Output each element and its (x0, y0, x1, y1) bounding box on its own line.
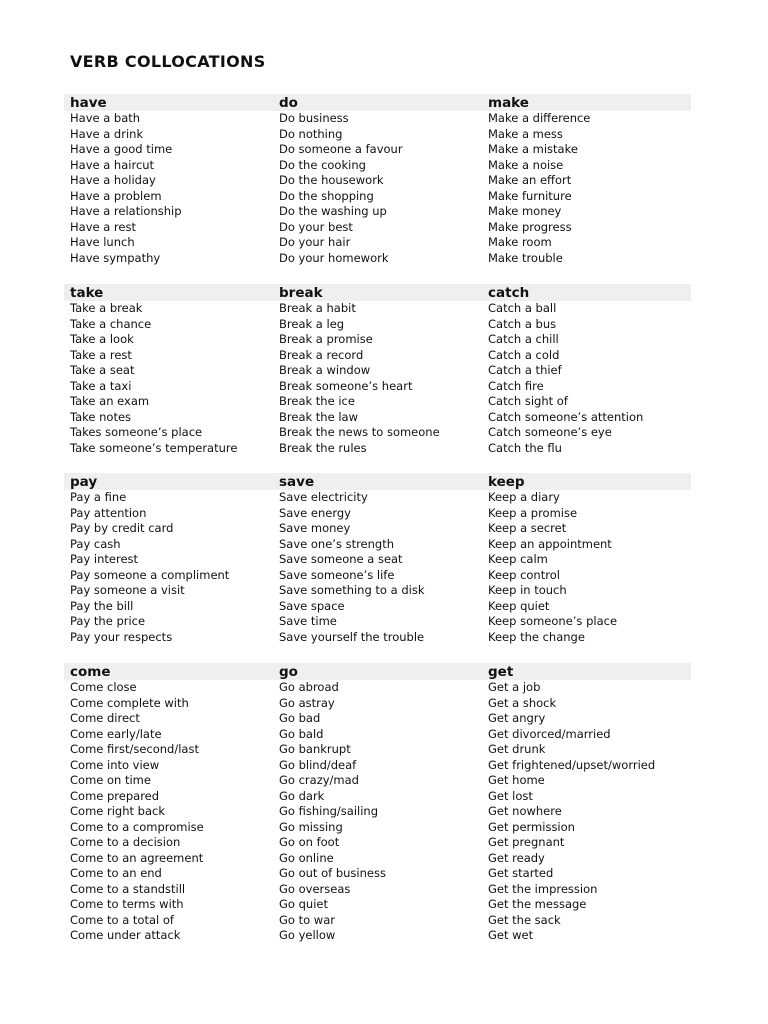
collocation-item: Go blind/deaf (279, 757, 357, 772)
collocation-item: Come into view (70, 757, 160, 772)
collocation-item: Get a shock (488, 695, 557, 710)
collocation-item: Save energy (279, 505, 351, 520)
collocation-item: Pay the bill (70, 598, 134, 613)
collocation-item: Save something to a disk (279, 583, 425, 597)
collocation-item: Get the impression (488, 881, 598, 896)
collocation-section (64, 284, 691, 456)
collocation-item: Save yourself the trouble (279, 629, 425, 644)
collocation-item: Save electricity (279, 490, 368, 504)
collocation-item: Takes someone’s place (70, 425, 203, 439)
collocation-list (273, 111, 482, 266)
collocation-item: Make furniture (488, 188, 572, 203)
collocation-item: Have a bath (70, 111, 141, 125)
collocation-item: Do the housework (279, 173, 384, 187)
collocation-item: Go yellow (279, 928, 336, 942)
collocation-item: Go on foot (279, 835, 340, 849)
collocation-item: Go bald (279, 726, 324, 741)
collocation-item: Break the news to someone (279, 425, 440, 439)
collocation-item: Get pregnant (488, 835, 565, 849)
collocation-item: Save someone a seat (279, 552, 403, 566)
collocation-item: Make a mistake (488, 142, 578, 156)
verb-heading: break (279, 284, 323, 301)
collocation-item: Get angry (488, 711, 546, 725)
collocation-item: Take a chance (70, 316, 152, 331)
collocation-item: Get wet (488, 928, 534, 942)
collocation-item: Keep a diary (488, 490, 560, 504)
collocation-item: Keep quiet (488, 598, 550, 613)
collocation-item: Keep calm (488, 552, 548, 566)
collocation-list (64, 490, 273, 645)
collocation-item: Have a good time (70, 142, 173, 156)
verb-heading: come (70, 663, 111, 680)
collocation-item: Take notes (70, 409, 132, 424)
collocation-item: Catch someone’s eye (488, 425, 612, 439)
collocation-item: Come complete with (70, 695, 189, 710)
section-header-row (64, 94, 691, 111)
verb-heading: get (488, 663, 514, 680)
collocation-item: Come to a standstill (70, 881, 186, 896)
collocation-item: Save space (279, 598, 345, 613)
collocation-item: Get drunk (488, 742, 546, 756)
collocation-item: Take a break (70, 301, 143, 315)
collocation-item: Pay by credit card (70, 521, 174, 535)
collocation-item: Go quiet (279, 897, 328, 911)
collocation-list (482, 301, 691, 456)
collocation-item: Come to a total of (70, 912, 174, 927)
section-header-row (64, 663, 691, 680)
collocation-list (482, 111, 691, 266)
collocation-item: Break a leg (279, 316, 345, 331)
collocation-item: Go astray (279, 695, 335, 710)
collocation-item: Come to a decision (70, 835, 181, 849)
collocation-item: Pay interest (70, 552, 139, 566)
collocation-item: Have a holiday (70, 173, 156, 187)
verb-heading: catch (488, 284, 530, 301)
collocation-list (273, 490, 482, 645)
collocation-item: Do your homework (279, 250, 389, 265)
verb-heading: save (279, 473, 315, 490)
collocation-item: Come to an agreement (70, 850, 204, 865)
collocation-item: Take a rest (70, 347, 132, 362)
collocation-item: Go dark (279, 788, 325, 803)
collocation-item: Come to a compromise (70, 819, 204, 834)
collocation-item: Go fishing/sailing (279, 804, 378, 818)
collocation-item: Keep control (488, 567, 560, 582)
collocation-item: Come direct (70, 711, 140, 725)
verb-heading: go (279, 663, 298, 680)
collocation-item: Have sympathy (70, 250, 161, 265)
collocation-item: Break a record (279, 347, 364, 362)
collocation-item: Get a job (488, 680, 541, 694)
collocation-item: Pay someone a visit (70, 583, 185, 597)
collocation-item: Get permission (488, 819, 575, 834)
collocation-item: Come under attack (70, 928, 181, 942)
collocation-item: Catch the flu (488, 440, 562, 455)
verb-heading: take (70, 284, 104, 301)
collocation-item: Go abroad (279, 680, 339, 694)
collocation-item: Come first/second/last (70, 742, 199, 756)
section-header-row (64, 473, 691, 490)
collocation-item: Get frightened/upset/worried (488, 757, 656, 772)
collocation-item: Pay attention (70, 505, 147, 520)
collocation-item: Come right back (70, 804, 166, 818)
collocation-item: Break a promise (279, 332, 373, 346)
collocation-item: Come on time (70, 773, 151, 787)
collocation-item: Pay the price (70, 614, 146, 628)
collocation-item: Catch a cold (488, 347, 560, 362)
collocation-item: Break a habit (279, 301, 356, 315)
collocation-item: Get lost (488, 788, 533, 803)
collocation-item: Come prepared (70, 788, 160, 803)
verb-heading: do (279, 94, 298, 111)
collocation-item: Make an effort (488, 173, 572, 187)
collocation-item: Take someone’s temperature (70, 440, 238, 455)
collocation-item: Keep the change (488, 629, 585, 644)
collocation-item: Catch a ball (488, 301, 557, 315)
collocation-item: Keep a promise (488, 505, 578, 520)
collocation-item: Go missing (279, 819, 343, 834)
collocation-item: Take an exam (70, 394, 150, 408)
collocation-list (482, 490, 691, 645)
collocation-item: Take a look (70, 332, 134, 346)
section-header-row (64, 284, 691, 301)
collocation-item: Have lunch (70, 235, 135, 249)
collocation-item: Catch sight of (488, 394, 568, 408)
collocation-list (273, 680, 482, 944)
collocation-item: Catch a thief (488, 363, 562, 377)
collocation-item: Pay someone a compliment (70, 567, 230, 582)
collocation-item: Go overseas (279, 881, 351, 896)
collocation-item: Have a rest (70, 219, 136, 234)
collocation-item: Get home (488, 773, 545, 787)
verb-heading: pay (70, 473, 98, 490)
collocation-item: Make money (488, 204, 562, 218)
collocation-item: Save money (279, 521, 351, 535)
collocation-item: Do the cooking (279, 157, 366, 172)
collocation-section (64, 94, 691, 266)
page-title: VERB COLLOCATIONS (70, 52, 266, 71)
collocation-item: Go online (279, 850, 334, 865)
collocation-item: Pay a fine (70, 490, 127, 504)
collocation-list (273, 301, 482, 456)
verb-heading: keep (488, 473, 525, 490)
collocation-item: Do your hair (279, 235, 351, 249)
collocation-item: Pay your respects (70, 629, 173, 644)
collocation-item: Go out of business (279, 866, 386, 880)
collocation-item: Make a mess (488, 126, 563, 141)
collocation-item: Come to terms with (70, 897, 184, 911)
collocation-item: Make progress (488, 219, 572, 234)
collocation-item: Get started (488, 866, 554, 880)
collocation-item: Break the rules (279, 440, 367, 455)
collocation-item: Have a drink (70, 126, 144, 141)
collocation-item: Break the law (279, 409, 358, 424)
collocation-item: Do nothing (279, 126, 343, 141)
collocation-item: Go bankrupt (279, 742, 351, 756)
collocation-item: Save one’s strength (279, 536, 395, 551)
collocation-item: Have a haircut (70, 157, 155, 172)
collocation-item: Keep in touch (488, 583, 567, 597)
collocation-item: Break a window (279, 363, 371, 377)
collocation-section (64, 473, 691, 645)
collocation-item: Make trouble (488, 250, 563, 265)
collocation-item: Come to an end (70, 866, 162, 880)
collocation-item: Go to war (279, 912, 335, 927)
collocation-list (482, 680, 691, 944)
collocation-item: Make a noise (488, 157, 564, 172)
collocation-item: Have a relationship (70, 204, 182, 218)
collocation-list (64, 680, 273, 944)
collocation-item: Catch a bus (488, 316, 557, 331)
collocation-item: Do someone a favour (279, 142, 403, 156)
collocation-item: Save someone’s life (279, 567, 395, 582)
collocation-item: Take a seat (70, 363, 135, 377)
collocation-item: Catch fire (488, 378, 544, 393)
collocation-item: Break someone’s heart (279, 378, 413, 393)
collocation-item: Get nowhere (488, 804, 562, 818)
collocation-item: Keep an appointment (488, 536, 612, 551)
collocation-item: Get ready (488, 850, 545, 865)
collocation-item: Go crazy/mad (279, 773, 359, 787)
collocation-item: Pay cash (70, 536, 121, 551)
collocation-list (64, 111, 273, 266)
collocation-item: Have a problem (70, 188, 162, 203)
collocation-item: Make a difference (488, 111, 591, 125)
collocation-item: Keep someone’s place (488, 614, 618, 628)
collocation-item: Get the message (488, 897, 587, 911)
collocation-item: Do the washing up (279, 204, 387, 218)
collocation-list (64, 301, 273, 456)
collocation-item: Catch a chill (488, 332, 559, 346)
collocation-item: Do the shopping (279, 188, 374, 203)
collocation-item: Catch someone’s attention (488, 409, 644, 424)
collocation-item: Keep a secret (488, 521, 567, 535)
collocation-item: Go bad (279, 711, 321, 725)
collocation-item: Get divorced/married (488, 726, 611, 741)
collocation-item: Save time (279, 614, 337, 628)
collocation-item: Do your best (279, 219, 353, 234)
collocation-item: Come early/late (70, 726, 162, 741)
verb-heading: make (488, 94, 529, 111)
collocation-item: Come close (70, 680, 137, 694)
collocation-item: Break the ice (279, 394, 355, 408)
collocation-item: Take a taxi (70, 378, 132, 393)
collocation-item: Do business (279, 111, 349, 125)
collocation-section (64, 663, 691, 944)
collocation-item: Make room (488, 235, 552, 249)
collocation-item: Get the sack (488, 912, 561, 927)
verb-heading: have (70, 94, 107, 111)
